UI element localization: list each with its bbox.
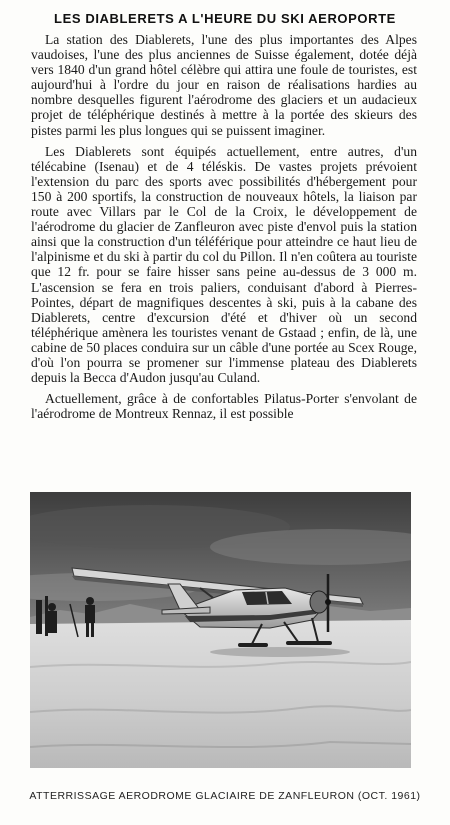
article-body [31, 32, 417, 427]
aircraft-photo [30, 492, 411, 768]
paragraph-3: Actuellement, grâce à de confortables Pilatus-Porter s'envolant de l'aérodrome de Montreux Rennaz, il est possible [31, 391, 417, 422]
aircraft-on-glacier-image [30, 492, 411, 768]
paragraph-2: Les Diablerets sont équipés actuellement, entre autres, d'un télécabine (Isenau) et de 4 téléskis. De vastes projets prévoient l'extension du parc des sports avec possibilités d'hébergement pour 150 à 200 sportifs, la construction de nouveaux hôtels, la liaison par route avec Villars par le Col de la Croix, le développement de l'aérodrome du glacier de Zanfleuron avec piste d'envol puis la station ainsi que la construction d'un téléférique pour atteindre ce haut lieu de l'alpinisme et du ski à partir du col du Pillon. Il n'en coûtera au touriste que 12 fr. pour se faire hisser sans peine au-dessus de 3 000 m. L'ascension se fera en trois paliers, conduisant d'abord à Pierres-Pointes, départ de magnifiques descentes à ski, puis à la cabane des Diablerets, centre d'excursion d'été et d'hiver où un second téléphérique amènera les touristes venant de Gstaad ; enfin, de là, une cabine de 50 places conduira sur un câble d'une portée au Scex Rouge, d'où l'on pourra se promener sur l'immense plateau des Diablerets depuis la Becca d'Audon jusqu'au Culand. [31, 143, 417, 386]
photo-caption: ATTERRISSAGE AERODROME GLACIAIRE DE ZANFLEURON (OCT. 1961) [29, 790, 421, 802]
article-title: LES DIABLERETS A L'HEURE DU SKI AEROPORTE [54, 11, 396, 26]
paragraph-1: La station des Diablerets, l'une des plus importantes des Alpes vaudoises, l'une des plus anciennes de Suisse également, dotée déjà vers 1840 d'un grand hôtel célèbre qui attira une foule de touristes, est aujourd'hui à l'ordre du jour en raison de réalisations hardies au nombre desquelles figurent l'aérodrome des glaciers et un audacieux projet de téléphérique destinés à mettre à la portée des skieurs des pistes parmi les plus longues qui se puissent imaginer. [31, 32, 417, 138]
